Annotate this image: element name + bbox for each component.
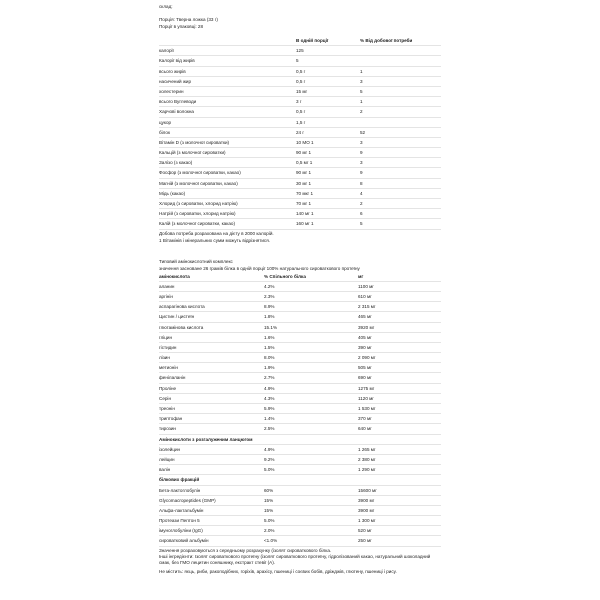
cell-name: Альфа-лактальбумін: [159, 507, 204, 513]
servings-per-pack: Порції в упаковці: 28: [159, 24, 204, 29]
fraction-title-row: [159, 475, 441, 485]
amino-row: [159, 363, 441, 373]
cell-percent: 370 мг: [358, 416, 372, 422]
cell-name: триптофан: [159, 416, 183, 422]
cell-percent: 5: [360, 221, 363, 227]
cell-percent: 610 мг: [358, 293, 372, 299]
cell-value: 90 мг 1: [296, 170, 312, 176]
cell-percent: 9: [360, 170, 363, 176]
cell-value: 0,5 мг 1: [296, 160, 313, 166]
cell-percent: 2 090 мг: [358, 355, 376, 361]
amino-row: [159, 302, 441, 312]
nutrition-row: [159, 77, 441, 87]
cell-name: Glycomacropeptides (GMP): [159, 497, 216, 503]
cell-percent: [360, 46, 441, 55]
cell-value: 0,5 г: [296, 78, 306, 84]
cell-value: 8.9%: [264, 304, 275, 310]
nutrition-row: [159, 87, 441, 97]
nutrition-row: [159, 138, 441, 148]
cell-name: Цистин / цистеїн: [159, 314, 195, 320]
cell-value: 90 мг 1: [296, 150, 312, 156]
cell-percent: 250 мг: [358, 538, 372, 544]
cell-name: Мідь (какао): [159, 190, 186, 196]
cell-name: Серін: [159, 395, 171, 401]
cell-value: 2.5%: [264, 426, 275, 432]
amino-row: [159, 353, 441, 363]
cell-value: 1.4%: [264, 416, 275, 422]
cell-percent: 3: [360, 78, 363, 84]
cell-name: Фосфор (з молочної сироватки, какао): [159, 170, 241, 176]
nutrition-row: [159, 56, 441, 66]
cell-value: 1.8%: [264, 314, 275, 320]
nutrition-col-name: [159, 36, 296, 45]
cell-value: 1.5%: [264, 344, 275, 350]
amino-row: [159, 312, 441, 322]
amino-row: [159, 323, 441, 333]
cell-name: тирозин: [159, 426, 176, 432]
cell-percent: 1: [360, 99, 363, 105]
cell-percent: 3900 мг: [358, 507, 375, 513]
cell-name: цукор: [159, 119, 172, 125]
cell-name: метионін: [159, 365, 178, 371]
bcaa-body: [159, 445, 441, 476]
cell-name: калорії: [159, 48, 174, 54]
cell-percent: 2 380 мг: [358, 456, 376, 462]
cell-percent: 1 530 мг: [358, 406, 376, 411]
cell-name: ізолейцин: [159, 446, 181, 452]
cell-name: лейцин: [159, 456, 175, 462]
nutrition-row: [159, 148, 441, 158]
ingredients-text: Інші інгредієнти: Ізолят сироваткового протеїну (ізолят сироваткового протеїну, гідролізований какао, натуральний шоколадний смак, без ГМО лецитин соняшнику, екстракт стевії (А).: [159, 553, 431, 566]
fraction-body: [159, 486, 441, 547]
cell-name: Кальцій (з молочної сироватки): [159, 150, 226, 156]
cell-value: <1.0%: [264, 538, 278, 544]
cell-name: Проліне: [159, 385, 177, 391]
fraction-row: [159, 486, 441, 496]
cell-value: 8.0%: [264, 355, 275, 361]
fraction-row: [159, 536, 441, 546]
nutrition-footnote-1: Добова потреба розрахована на дієту в 2000 калорій.: [159, 230, 274, 236]
amino-section-title: Типовий амінокислотний комплекс: [159, 258, 233, 264]
cell-name: всього Вуглеводи: [159, 99, 197, 105]
cell-name: лізин: [159, 355, 170, 361]
nutrition-footnote-2: 1 Вітамінів і мінеральних сумм можуть відрізнятися.: [159, 237, 270, 243]
cell-percent: [360, 56, 441, 65]
cell-name: аланин: [159, 283, 175, 289]
cell-percent: 4: [360, 190, 363, 196]
amino-col-percent: % Спільного білка: [264, 273, 306, 279]
nutrition-row: [159, 46, 441, 56]
amino-footnote: Значення розраховуються з середньому розрахунку (ізолят сироваткового білка.: [159, 547, 332, 553]
cell-percent: 3: [360, 139, 363, 145]
cell-value: 140 мг 1: [296, 211, 314, 217]
cell-value: 125: [296, 48, 304, 54]
cell-value: 2.0%: [264, 528, 275, 534]
nutrition-row: [159, 67, 441, 77]
cell-value: 15.1%: [264, 324, 278, 330]
cell-percent: 465 мг: [358, 314, 372, 320]
cell-name: глютамінова кислота: [159, 324, 204, 330]
cell-value: 4.3%: [264, 395, 275, 401]
fraction-row: [159, 496, 441, 506]
cell-value: 0,5 г: [296, 68, 306, 74]
cell-value: 5.0%: [264, 467, 275, 473]
bcaa-title: Амінокислоти з розгалуженим ланцюгом: [159, 436, 253, 442]
cell-percent: 405 мг: [358, 334, 372, 340]
amino-row: [159, 414, 441, 424]
nutrition-row: [159, 189, 441, 199]
nutrition-row: [159, 168, 441, 178]
nutrition-row: [159, 128, 441, 138]
cell-value: 70 мг 1: [296, 201, 312, 206]
fraction-row: [159, 516, 441, 526]
cell-value: 1.9%: [264, 365, 275, 371]
cell-value: 30 мг 1: [296, 180, 312, 186]
nutrition-row: [159, 107, 441, 117]
amino-col-mg: мг: [358, 273, 364, 279]
document: [159, 3, 441, 576]
cell-name: треонін: [159, 406, 175, 411]
amino-row: [159, 282, 441, 292]
cell-percent: 15600 мг: [358, 487, 377, 493]
cell-value: 3 г: [296, 99, 302, 105]
nutrition-body: [159, 46, 441, 229]
cell-value: 15%: [264, 497, 274, 503]
cell-value: 70 мкг 1: [296, 190, 314, 196]
fraction-title: білкових фракцій: [159, 477, 200, 483]
cell-value: 15 мг: [296, 88, 308, 94]
cell-name: гліцин: [159, 334, 173, 340]
nutrition-row: [159, 179, 441, 189]
cell-percent: 2: [360, 109, 363, 115]
cell-name: Бета-лактоглобулін: [159, 487, 201, 493]
cell-value: 15%: [264, 507, 274, 513]
cell-value: 0,5 г: [296, 109, 306, 115]
cell-percent: 1 300 мг: [358, 518, 376, 524]
cell-percent: 390 мг: [358, 344, 372, 350]
cell-percent: 1275 мг: [358, 385, 375, 391]
cell-percent: 52: [360, 129, 366, 135]
cell-percent: 9: [360, 150, 363, 156]
amino-row: [159, 384, 441, 394]
cell-percent: 2: [360, 201, 363, 206]
cell-value: 1,5 г: [296, 119, 306, 125]
cell-name: Протеази Пептон 5: [159, 518, 200, 524]
cell-percent: 2 315 мг: [358, 304, 376, 310]
cell-name: Магній (з молочної сироватки, какао): [159, 180, 238, 186]
cell-name: імуноглобуліни (IgG): [159, 528, 203, 534]
allergens-text: Не містить: яєць, риби, ракоподібних, горіхів, арахісу, пшениці і соєвих бобів, дріжджів, глютену, пшениці і рису.: [159, 569, 397, 575]
cell-percent: 6: [360, 211, 363, 217]
nutrition-col-serving: В одній порції: [296, 38, 329, 43]
cell-percent: 1 265 мг: [358, 446, 376, 452]
cell-percent: [360, 118, 441, 127]
cell-name: аргінін: [159, 293, 173, 299]
cell-value: 4.2%: [264, 283, 275, 289]
nutrition-row: [159, 158, 441, 168]
cell-percent: 505 мг: [358, 365, 372, 371]
bcaa-row: [159, 455, 441, 465]
cell-value: 4.9%: [264, 385, 275, 391]
cell-percent: 1 290 мг: [358, 467, 376, 473]
doc-title: склад:: [159, 4, 173, 9]
cell-name: фенілаланін: [159, 375, 186, 381]
amino-table: [159, 272, 441, 547]
amino-row: [159, 394, 441, 404]
bcaa-row: [159, 445, 441, 455]
bcaa-title-row: [159, 435, 441, 445]
cell-value: 1.6%: [264, 334, 275, 340]
nutrition-header-row: [159, 36, 441, 46]
cell-name: Натрій (з сироватки, хлорид натрію): [159, 211, 236, 217]
cell-percent: 1: [360, 68, 363, 74]
cell-name: всього жирів: [159, 68, 186, 74]
cell-percent: 3: [360, 160, 363, 166]
cell-name: Харчові волокна: [159, 109, 194, 115]
amino-header-row: [159, 272, 441, 282]
cell-percent: 690 мг: [358, 375, 372, 381]
cell-value: 10 МО 1: [296, 139, 314, 145]
cell-percent: 640 мг: [358, 426, 372, 432]
cell-name: насичений жир: [159, 78, 192, 84]
amino-col-name: амінокислота: [159, 273, 190, 279]
bcaa-row: [159, 465, 441, 475]
nutrition-row: [159, 209, 441, 219]
nutrition-row: [159, 97, 441, 107]
cell-name: Залізо (з какао): [159, 160, 193, 166]
cell-name: сироватковий альбумін: [159, 538, 209, 544]
cell-percent: 1120 мг: [358, 395, 374, 401]
nutrition-table: [159, 36, 441, 230]
serving-size: Порція: Тверна ложка (33 г): [159, 17, 218, 22]
nutrition-row: [159, 199, 441, 209]
cell-name: гістидин: [159, 344, 177, 350]
amino-row: [159, 333, 441, 343]
amino-body: [159, 282, 441, 435]
nutrition-row: [159, 118, 441, 128]
cell-name: білок: [159, 129, 170, 135]
cell-value: 60%: [264, 487, 274, 493]
cell-value: 5.0%: [264, 518, 275, 524]
cell-name: Хлорид (з сироватки, хлорид натрію): [159, 201, 238, 206]
cell-percent: 3900 мг: [358, 497, 375, 503]
cell-percent: 5: [360, 88, 363, 94]
cell-name: аспарагінова кислота: [159, 304, 205, 310]
cell-value: 4.9%: [264, 446, 275, 452]
cell-percent: 3920 мг: [358, 324, 375, 330]
cell-value: 5.9%: [264, 406, 275, 411]
amino-row: [159, 404, 441, 414]
cell-name: холестерин: [159, 88, 184, 94]
cell-name: Калорії від жирів: [159, 58, 195, 64]
cell-value: 5: [296, 58, 299, 64]
amino-intro: значення засноване 26 грамів білка в одній порції 100% натурального сироваткового протеїну: [159, 265, 360, 271]
cell-value: 2.3%: [264, 293, 275, 299]
cell-name: Вітамін D (з молочної сироватки): [159, 139, 230, 145]
cell-percent: 520 мг: [358, 528, 372, 534]
cell-value: 160 мг 1: [296, 221, 314, 227]
amino-row: [159, 424, 441, 434]
cell-value: 9.2%: [264, 456, 275, 462]
cell-value: 24 г: [296, 129, 305, 135]
cell-value: 2.7%: [264, 375, 275, 381]
cell-name: Калій (з молочної сироватки, какао): [159, 221, 235, 227]
fraction-row: [159, 506, 441, 516]
cell-percent: 1100 мг: [358, 283, 374, 289]
fraction-row: [159, 526, 441, 536]
cell-name: валін: [159, 467, 171, 473]
amino-row: [159, 292, 441, 302]
amino-row: [159, 343, 441, 353]
cell-percent: 8: [360, 180, 363, 186]
nutrition-row: [159, 219, 441, 229]
nutrition-col-percent: % Від добової потреби: [360, 38, 413, 43]
amino-row: [159, 373, 441, 383]
